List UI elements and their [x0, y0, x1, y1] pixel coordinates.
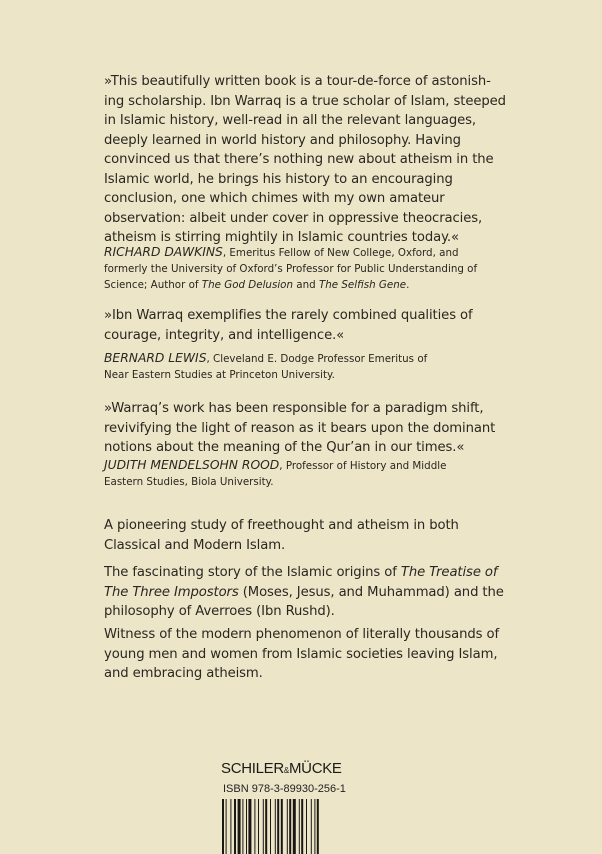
attribution-text: .	[406, 279, 410, 291]
barcode-bar	[317, 799, 319, 854]
quote-dawkins	[104, 72, 574, 248]
quote-line: »Ibn Warraq exemplifies the rarely combined qualities of	[104, 308, 473, 323]
blurb-text: The fascinating story of the Islamic origins of	[104, 565, 401, 580]
attribution-text: , Cleveland E. Dodge Professor Emeritus of	[206, 353, 428, 365]
blurb-paragraph-2	[104, 563, 574, 622]
barcode-bar	[222, 799, 224, 854]
publisher-name: SCHILER	[221, 760, 284, 777]
blurb-paragraph-3	[104, 625, 574, 684]
barcode-bar	[234, 799, 236, 854]
attribution-text: and	[293, 279, 319, 291]
barcode-bar	[299, 799, 300, 854]
book-title: The Three Impostors	[104, 584, 239, 600]
barcode-bar	[270, 799, 271, 854]
author-name: RICHARD DAWKINS	[104, 245, 223, 259]
attribution-rood	[104, 457, 574, 490]
publisher-name: MÜCKE	[288, 760, 342, 777]
barcode-bar	[293, 799, 296, 854]
blurb-line: Classical and Modern Islam.	[104, 537, 286, 553]
blurb-line: philosophy of Averroes (Ibn Rushd).	[104, 604, 335, 619]
publisher-ampersand: &	[283, 766, 289, 775]
attribution-text: Eastern Studies, Biola University.	[104, 476, 274, 488]
barcode-bar	[265, 799, 267, 854]
attribution-text: Near Eastern Studies at Princeton University.	[104, 369, 335, 381]
blurb-paragraph-1	[104, 516, 574, 555]
attribution-lewis	[104, 350, 574, 383]
book-title: The God Delusion	[201, 279, 294, 291]
barcode-bar	[277, 799, 279, 854]
blurb-line: A pioneering study of freethought and atheism in both	[104, 518, 459, 533]
blurb-line: Witness of the modern phenomenon of literally thousands of	[104, 627, 500, 642]
barcode	[222, 799, 342, 854]
barcode-bar	[246, 799, 247, 854]
blurb-line: young men and women from Islamic societies leaving Islam,	[104, 646, 498, 662]
quote-line: »Warraq’s work has been responsible for a paradigm shift,	[104, 401, 484, 416]
barcode-bar	[263, 799, 264, 854]
book-title: The Selfish Gene	[318, 279, 407, 291]
barcode-bar	[289, 799, 291, 854]
attribution-text: , Emeritus Fellow of New College, Oxford, and	[222, 247, 459, 259]
barcode-bar	[287, 799, 288, 854]
quote-line: Islamic world, he brings his history to an encouraging	[104, 171, 453, 187]
attribution-text: , Professor of History and Middle	[279, 460, 447, 472]
barcode-bar	[242, 799, 243, 854]
blurb-line: and embracing atheism.	[104, 666, 263, 681]
isbn-number: ISBN 978-3-89930-256-1	[223, 783, 346, 795]
quote-line: in Islamic history, well-read in all the relevant languages,	[104, 113, 477, 128]
quote-line: »This beautifully written book is a tour-de-force of astonish-	[104, 74, 491, 89]
attribution-dawkins	[104, 244, 574, 293]
blurb-text: (Moses, Jesus, and Muhammad) and the	[238, 584, 504, 600]
attribution-text: formerly the University of Oxford’s Professor for Public Understanding of	[104, 263, 478, 275]
quote-rood	[104, 399, 574, 458]
author-name: BERNARD LEWIS	[104, 351, 207, 365]
quote-lewis	[104, 306, 574, 345]
author-name: JUDITH MENDELSOHN ROOD	[104, 458, 280, 472]
publisher-logo	[221, 760, 342, 777]
barcode-bar	[275, 799, 276, 854]
barcode-bar	[301, 799, 303, 854]
attribution-text: Science; Author of	[104, 279, 202, 291]
quote-line: ing scholarship. Ibn Warraq is a true scholar of Islam, steeped	[104, 93, 506, 109]
barcode-bar	[238, 799, 241, 854]
quote-line: convinced us that there’s nothing new about atheism in the	[104, 152, 494, 167]
barcode-bar	[254, 799, 255, 854]
quote-line: deeply learned in world history and philosophy. Having	[104, 132, 461, 148]
barcode-bar	[306, 799, 307, 854]
quote-line: conclusion, one which chimes with my own amateur	[104, 191, 445, 206]
book-title: The Treatise of	[400, 565, 498, 580]
barcode-bar	[311, 799, 312, 854]
quote-line: courage, integrity, and intelligence.«	[104, 327, 345, 343]
barcode-bar	[230, 799, 231, 854]
quote-line: observation: albeit under cover in oppressive theocracies,	[104, 210, 483, 226]
quote-line: notions about the meaning of the Qur’an in our times.«	[104, 440, 465, 455]
quote-line: revivifying the light of reason as it bears upon the dominant	[104, 420, 496, 436]
barcode-bar	[281, 799, 283, 854]
barcode-bar	[226, 799, 227, 854]
barcode-bar	[258, 799, 259, 854]
quote-line: atheism is stirring mightily in Islamic countries today.«	[104, 230, 459, 245]
barcode-bar	[248, 799, 251, 854]
barcode-bar	[314, 799, 315, 854]
